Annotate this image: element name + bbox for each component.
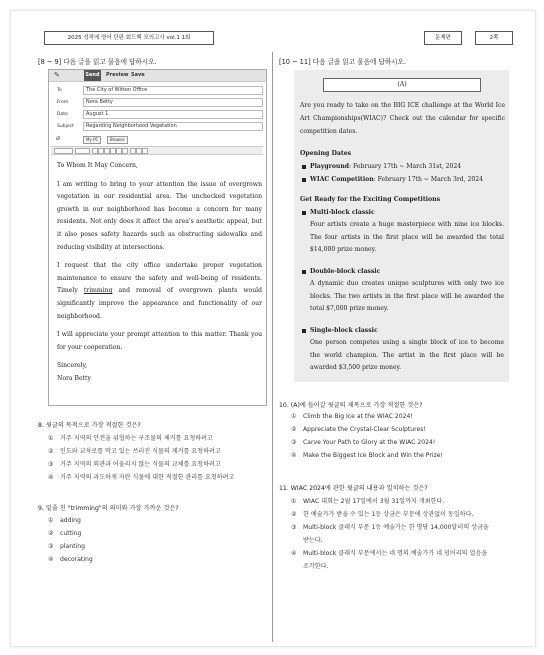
preview-button[interactable]: Preview [106, 72, 129, 78]
ready-heading: Get Ready for the Exciting Competitions [300, 196, 441, 203]
q10-option-1[interactable]: ① Climb the Big Ice at the WIAC 2024! [291, 413, 413, 420]
multi-block-desc: Four artists create a huge masterpiece with nine ice blocks. The four artists in the first place will be awarded the total $14,000 prize money. [310, 221, 504, 254]
underlined-word: trimming [83, 287, 113, 295]
email-compose-window [48, 69, 267, 406]
date-field[interactable]: August 1 [83, 110, 263, 119]
letter-closing: Sincerely, [57, 362, 88, 370]
column-divider [272, 52, 273, 642]
q11-option-2[interactable]: ② 한 예술가가 받을 수 있는 1등 상금은 부문에 상관없이 동일하다. [291, 511, 474, 518]
letter-paragraph-2: I request that the city office undertake proper vegetation maintenance to ensure the safety and well-being of residents. Timely trimming and removal of overgrown plants would significantly improve the appearance and functionality of our neighborhood. [57, 262, 262, 320]
from-label: From [57, 100, 69, 105]
email-body [57, 160, 262, 386]
q9-option-2[interactable]: ② cutting [48, 530, 82, 537]
to-field[interactable]: The City of Witten Office [83, 86, 263, 95]
letter-paragraph-1: I am writing to bring to your attention the issue of overgrown vegetation in our residential area. The unchecked vegetation growth in our neighborhood has become a concern for many residents. Not only does it affect the area's aesthetic appeal, but it also poses safety hazards such as obstructing sidewalks and reducing visibility at intersections. [57, 180, 262, 251]
q9-option-4[interactable]: ④ decorating [48, 556, 93, 563]
q11-option-4[interactable]: ④ Multi-block 클래식 부문에서는 네 명의 예술가가 네 덩어리의 얼음을 [291, 550, 488, 557]
letter-paragraph-3: I will appreciate your prompt attention to this matter. Thank you for your cooperation. [57, 331, 262, 351]
double-block-heading: Double-block classic [302, 268, 380, 275]
opening-dates-heading: Opening Dates [300, 150, 352, 157]
paperclip-icon: ⌀ [56, 134, 61, 142]
date-label: Date [57, 112, 68, 117]
passage-instruction-left: [8 ~ 9] 다음 글을 읽고 물음에 답하시오. [38, 58, 157, 66]
q8-option-1[interactable]: ① 거주 지역의 안전을 위협하는 구조물의 제거를 요청하려고 [48, 435, 213, 442]
multi-block-heading: Multi-block classic [302, 209, 375, 216]
q8-option-2[interactable]: ② 인도와 교차로를 막고 있는 쓰러진 식물의 제거를 요청하려고 [48, 448, 221, 455]
page-number-box [475, 31, 513, 45]
playground-dates: Playground: February 17th ~ March 31st, 2024 [302, 163, 461, 170]
to-label: To [57, 88, 62, 93]
question-8: 8. 윗글의 목적으로 가장 적절한 것은? [38, 422, 141, 429]
q11-option-3[interactable]: ③ Multi-block 클래식 부문 1등 예술가는 한 명당 14,000달러의 상금을 [291, 524, 489, 531]
single-block-desc: One person competes using a single block of ice to become the world champion. The artist in the first place will be awarded $3,500 prize money. [310, 339, 504, 372]
q8-option-4[interactable]: ④ 거주 지역의 과도하게 자란 식물에 대한 적절한 관리를 요청하려고 [48, 474, 235, 481]
browse-button[interactable]: Browse [107, 136, 128, 144]
subject-field[interactable]: Regarding Neighborhood Vegetation [83, 122, 263, 131]
q9-option-3[interactable]: ③ planting [48, 543, 85, 550]
formatting-toolbar[interactable] [51, 146, 263, 155]
letter-greeting: To Whom It May Concern, [57, 162, 138, 169]
single-block-heading: Single-block classic [302, 327, 378, 334]
passage-instruction-right: [10 ~ 11] 다음 글을 읽고 물음에 답하시오. [279, 58, 407, 66]
wiac-intro: Are you ready to take on the BIG ICE challenge at the World Ice Art Championships(WIAC)? Check out the calendar for specific competition dates. [300, 102, 505, 135]
q10-option-3[interactable]: ③ Carve Your Path to Glory at the WIAC 2024! [291, 439, 436, 446]
subject-label: Subject [57, 124, 74, 129]
exam-title-box [44, 31, 214, 45]
from-field[interactable]: Nora Betty [83, 98, 263, 107]
section-box [424, 31, 462, 45]
q10-option-4[interactable]: ④ Make the Biggest Ice Block and Win the Prize! [291, 452, 443, 459]
q8-option-3[interactable]: ③ 거주 지역의 외관과 어울리지 않는 식물의 교체를 요청하려고 [48, 461, 221, 468]
question-9: 9. 밑줄 친 "trimming"의 의미와 가장 가까운 것은? [38, 505, 179, 512]
letter-signature: Nora Betty [57, 374, 91, 382]
q10-option-2[interactable]: ② Appreciate the Crystal-Clear Sculptures! [291, 426, 426, 433]
my-pc-button[interactable]: My PC [83, 136, 101, 144]
email-toolbar [49, 70, 266, 82]
save-button[interactable]: Save [131, 72, 145, 78]
exam-title: 2025 성적에 영어 단판 회드백 모의고사 vol.1 1회 [67, 35, 191, 41]
competition-dates: WIAC Competition: February 17th ~ March 3rd, 2024 [302, 176, 483, 183]
section-label: 문제편 [435, 35, 451, 41]
double-block-desc: A dynamic duo creates unique sculptures with only two ice blocks. The two artists in the first place will be awarded the total $7,000 prize money. [310, 280, 504, 313]
pencil-icon: ✎ [54, 71, 60, 79]
q9-option-1[interactable]: ① adding [48, 517, 81, 524]
page-number: 2쪽 [489, 35, 499, 41]
q11-option-4-cont: 조각한다. [303, 563, 329, 570]
q11-option-1[interactable]: ① WIAC 대회는 2월 17일에서 3월 31일까지 개최한다. [291, 498, 445, 505]
title-blank-box: (A) [323, 78, 481, 92]
question-11: 11. WIAC 2024에 관한 윗글의 내용과 일치하는 것은? [279, 485, 428, 492]
q11-option-3-cont: 받는다. [303, 537, 323, 544]
question-10: 10. (A)에 들어갈 윗글의 제목으로 가장 적절한 것은? [279, 402, 423, 409]
send-button[interactable]: Send [84, 70, 101, 81]
